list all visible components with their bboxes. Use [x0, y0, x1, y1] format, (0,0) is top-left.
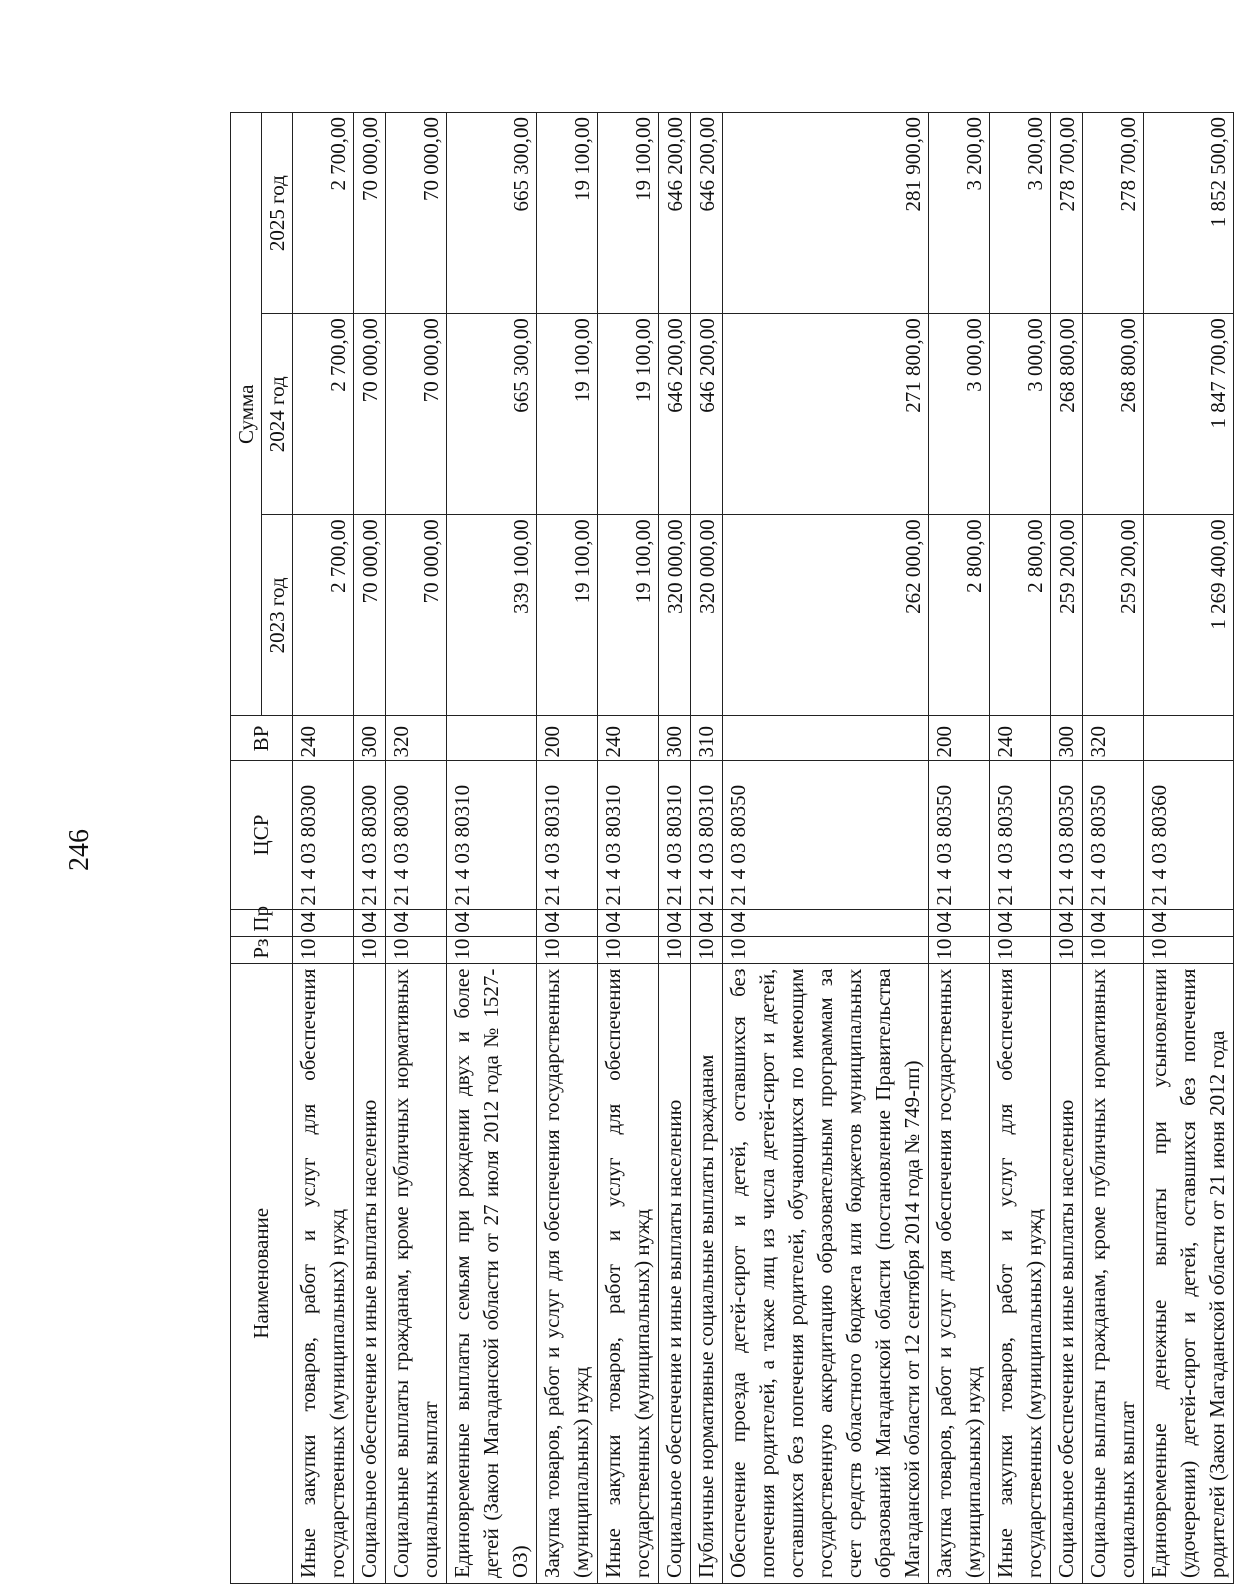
- cell-pr: 04: [293, 909, 354, 936]
- page-number: 246: [64, 829, 95, 871]
- table-row: [447, 113, 537, 1584]
- cell-rz: 10: [386, 936, 447, 963]
- cell-2024: 268 800,00: [1051, 314, 1083, 515]
- table-row: [1051, 113, 1083, 1584]
- table-row: [691, 113, 723, 1584]
- cell-2023: 2 800,00: [929, 515, 990, 716]
- cell-csr: 21 4 03 80300: [354, 761, 386, 909]
- cell-2023: 339 100,00: [447, 515, 537, 716]
- cell-2023: 320 000,00: [659, 515, 691, 716]
- cell-2025: 646 200,00: [659, 113, 691, 314]
- cell-rz: 10: [354, 936, 386, 963]
- table-row: [659, 113, 691, 1584]
- cell-name: Социальные выплаты гражданам, кроме публичных нормативных социальных выплат: [1083, 963, 1144, 1583]
- cell-pr: 04: [1083, 909, 1144, 936]
- cell-rz: 10: [1051, 936, 1083, 963]
- cell-2025: 278 700,00: [1083, 113, 1144, 314]
- cell-csr: 21 4 03 80350: [1051, 761, 1083, 909]
- cell-2025: 70 000,00: [386, 113, 447, 314]
- cell-pr: 04: [990, 909, 1051, 936]
- cell-pr: 04: [723, 909, 929, 936]
- table-row: [1144, 113, 1234, 1584]
- cell-2023: 2 700,00: [293, 515, 354, 716]
- cell-vr: 240: [990, 716, 1051, 761]
- cell-2024: 665 300,00: [447, 314, 537, 515]
- cell-name: Иные закупки товаров, работ и услуг для обеспечения государственных (муниципальных) нужд: [598, 963, 659, 1583]
- cell-csr: 21 4 03 80350: [1083, 761, 1144, 909]
- header-rz: Рз: [231, 936, 293, 963]
- cell-rz: 10: [990, 936, 1051, 963]
- cell-rz: 10: [723, 936, 929, 963]
- cell-2023: 70 000,00: [386, 515, 447, 716]
- cell-2023: 2 800,00: [990, 515, 1051, 716]
- cell-2025: 2 700,00: [293, 113, 354, 314]
- cell-pr: 04: [929, 909, 990, 936]
- cell-vr: [447, 716, 537, 761]
- header-pr: Пр: [231, 909, 293, 936]
- cell-2025: 3 200,00: [929, 113, 990, 314]
- cell-vr: 320: [386, 716, 447, 761]
- cell-name: Социальное обеспечение и иные выплаты населению: [659, 963, 691, 1583]
- table-row: [1083, 113, 1144, 1584]
- header-2025: 2025 год: [262, 113, 293, 314]
- cell-2024: 1 847 700,00: [1144, 314, 1234, 515]
- cell-csr: 21 4 03 80360: [1144, 761, 1234, 909]
- cell-rz: 10: [659, 936, 691, 963]
- cell-vr: 300: [1051, 716, 1083, 761]
- cell-pr: 04: [354, 909, 386, 936]
- cell-pr: 04: [659, 909, 691, 936]
- cell-2024: 70 000,00: [386, 314, 447, 515]
- cell-csr: 21 4 03 80310: [537, 761, 598, 909]
- table-row: [929, 113, 990, 1584]
- cell-vr: 300: [659, 716, 691, 761]
- cell-pr: 04: [1051, 909, 1083, 936]
- table-row: [723, 113, 929, 1584]
- cell-vr: [1144, 716, 1234, 761]
- cell-2024: 19 100,00: [598, 314, 659, 515]
- cell-vr: 200: [929, 716, 990, 761]
- cell-2024: 3 000,00: [990, 314, 1051, 515]
- cell-rz: 10: [598, 936, 659, 963]
- cell-2024: 646 200,00: [691, 314, 723, 515]
- cell-csr: 21 4 03 80300: [293, 761, 354, 909]
- cell-2025: 19 100,00: [537, 113, 598, 314]
- cell-2024: 19 100,00: [537, 314, 598, 515]
- cell-2023: 70 000,00: [354, 515, 386, 716]
- cell-vr: 240: [293, 716, 354, 761]
- cell-2025: 665 300,00: [447, 113, 537, 314]
- cell-rz: 10: [929, 936, 990, 963]
- cell-2024: 271 800,00: [723, 314, 929, 515]
- table-row: [537, 113, 598, 1584]
- cell-vr: [723, 716, 929, 761]
- header-vr: ВР: [231, 716, 293, 761]
- header-sum: Сумма: [231, 113, 262, 716]
- cell-pr: 04: [691, 909, 723, 936]
- cell-vr: 200: [537, 716, 598, 761]
- rotated-table-wrapper: [230, 112, 1230, 1584]
- table-row: [386, 113, 447, 1584]
- cell-2025: 19 100,00: [598, 113, 659, 314]
- cell-csr: 21 4 03 80310: [598, 761, 659, 909]
- cell-2023: 1 269 400,00: [1144, 515, 1234, 716]
- cell-csr: 21 4 03 80310: [691, 761, 723, 909]
- cell-2023: 262 000,00: [723, 515, 929, 716]
- cell-csr: 21 4 03 80310: [659, 761, 691, 909]
- table-body: [293, 113, 1234, 1584]
- cell-name: Единовременные денежные выплаты при усыновлении (удочерении) детей-сирот и детей, оставшихся без попечения родителей (Закон Магаданской области от 21 июня 2012 года: [1144, 963, 1234, 1583]
- cell-name: Закупка товаров, работ и услуг для обеспечения государственных (муниципальных) нужд: [929, 963, 990, 1583]
- cell-2025: 1 852 500,00: [1144, 113, 1234, 314]
- cell-pr: 04: [1144, 909, 1234, 936]
- cell-vr: 320: [1083, 716, 1144, 761]
- cell-rz: 10: [537, 936, 598, 963]
- cell-name: Иные закупки товаров, работ и услуг для обеспечения государственных (муниципальных) нужд: [293, 963, 354, 1583]
- cell-pr: 04: [537, 909, 598, 936]
- header-row: [231, 113, 262, 1584]
- header-2023: 2023 год: [262, 515, 293, 716]
- header-2024: 2024 год: [262, 314, 293, 515]
- cell-csr: 21 4 03 80310: [447, 761, 537, 909]
- cell-rz: 10: [1144, 936, 1234, 963]
- cell-2024: 3 000,00: [929, 314, 990, 515]
- cell-2023: 259 200,00: [1051, 515, 1083, 716]
- cell-2023: 259 200,00: [1083, 515, 1144, 716]
- cell-vr: 310: [691, 716, 723, 761]
- cell-2023: 320 000,00: [691, 515, 723, 716]
- table-row: [354, 113, 386, 1584]
- cell-2025: 70 000,00: [354, 113, 386, 314]
- cell-pr: 04: [447, 909, 537, 936]
- table-row: [598, 113, 659, 1584]
- cell-rz: 10: [691, 936, 723, 963]
- cell-name: Социальное обеспечение и иные выплаты населению: [1051, 963, 1083, 1583]
- cell-vr: 240: [598, 716, 659, 761]
- cell-pr: 04: [598, 909, 659, 936]
- cell-name: Обеспечение проезда детей-сирот и детей, оставшихся без попечения родителей, а также лиц из числа детей-сирот и детей, оставшихся без попечения родителей, обучающихся по имеющим государственную аккредитацию образовательным программам за счет средств областного бюджета или бюджетов муниципальных образований Магаданской области (постановление Правительства Магаданской области от 12 сентября 2014 года № 749-пп): [723, 963, 929, 1583]
- cell-vr: 300: [354, 716, 386, 761]
- cell-name: Иные закупки товаров, работ и услуг для обеспечения государственных (муниципальных) нужд: [990, 963, 1051, 1583]
- table-row: [293, 113, 354, 1584]
- cell-csr: 21 4 03 80350: [929, 761, 990, 909]
- cell-2024: 646 200,00: [659, 314, 691, 515]
- cell-2024: 268 800,00: [1083, 314, 1144, 515]
- cell-2023: 19 100,00: [537, 515, 598, 716]
- cell-name: Единовременные выплаты семьям при рождении двух и более детей (Закон Магаданской области от 27 июля 2012 года № 1527-ОЗ): [447, 963, 537, 1583]
- cell-2024: 2 700,00: [293, 314, 354, 515]
- cell-2024: 70 000,00: [354, 314, 386, 515]
- budget-table: [230, 112, 1234, 1584]
- cell-2025: 3 200,00: [990, 113, 1051, 314]
- cell-rz: 10: [1083, 936, 1144, 963]
- table-row: [990, 113, 1051, 1584]
- header-name: Наименование: [231, 963, 293, 1583]
- cell-name: Закупка товаров, работ и услуг для обеспечения государственных (муниципальных) нужд: [537, 963, 598, 1583]
- cell-name: Социальное обеспечение и иные выплаты населению: [354, 963, 386, 1583]
- cell-rz: 10: [293, 936, 354, 963]
- cell-csr: 21 4 03 80350: [990, 761, 1051, 909]
- cell-2025: 646 200,00: [691, 113, 723, 314]
- cell-2023: 19 100,00: [598, 515, 659, 716]
- header-csr: ЦСР: [231, 761, 293, 909]
- cell-rz: 10: [447, 936, 537, 963]
- cell-csr: 21 4 03 80300: [386, 761, 447, 909]
- cell-csr: 21 4 03 80350: [723, 761, 929, 909]
- cell-name: Публичные нормативные социальные выплаты гражданам: [691, 963, 723, 1583]
- cell-2025: 278 700,00: [1051, 113, 1083, 314]
- cell-name: Социальные выплаты гражданам, кроме публичных нормативных социальных выплат: [386, 963, 447, 1583]
- cell-pr: 04: [386, 909, 447, 936]
- cell-2025: 281 900,00: [723, 113, 929, 314]
